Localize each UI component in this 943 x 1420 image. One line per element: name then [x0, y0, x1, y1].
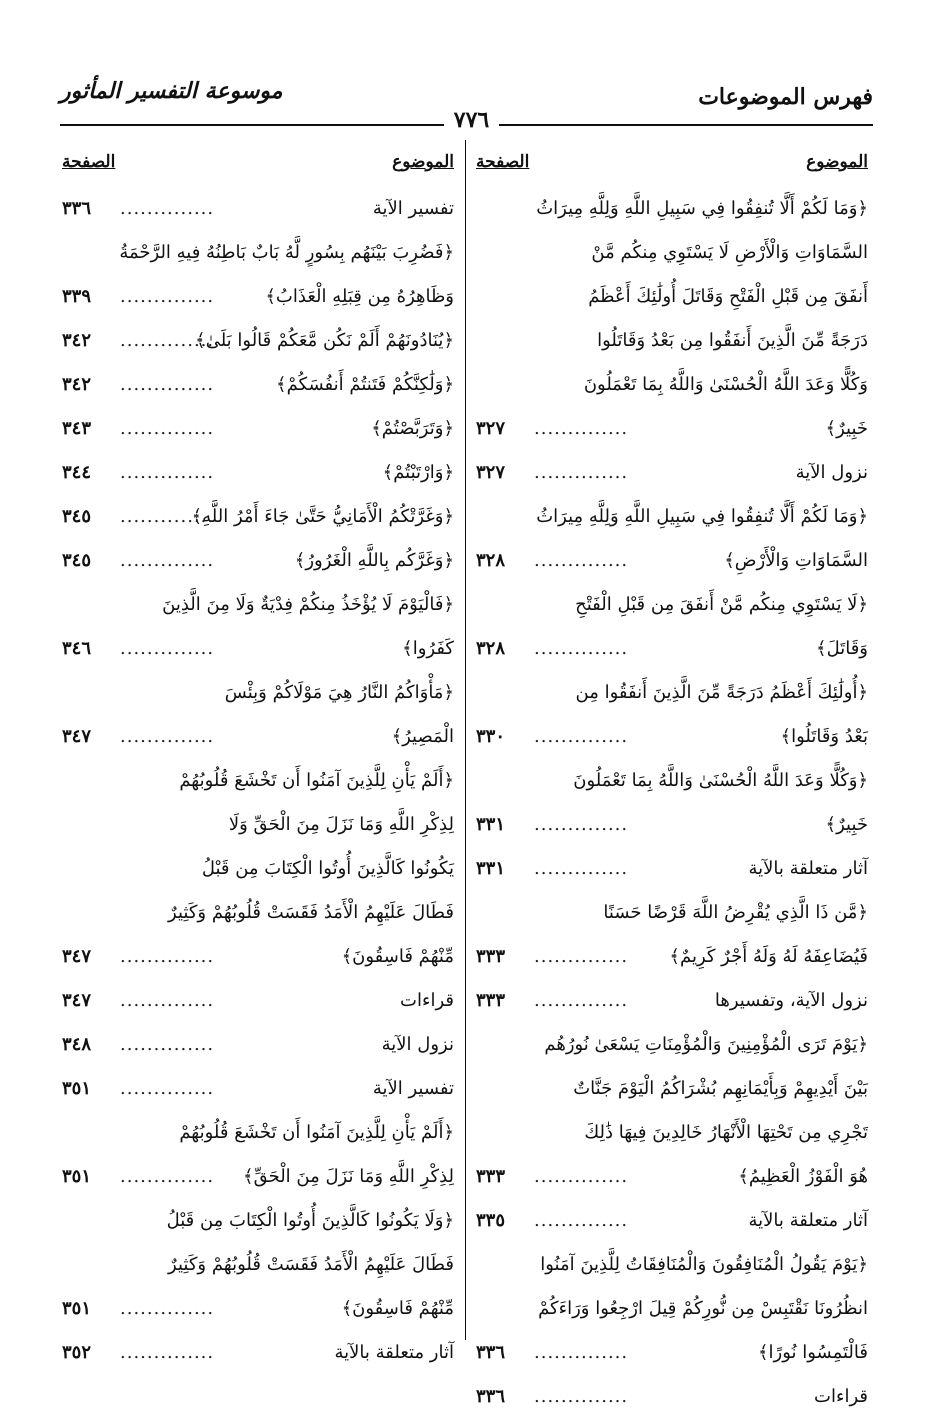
page-ref: ٣٤٢	[62, 374, 92, 395]
entry-text: وَقَاتَلَ﴾	[816, 638, 868, 659]
right-column-header	[472, 140, 872, 188]
index-row	[472, 628, 872, 672]
page-ref: ٣٥٢	[62, 1342, 92, 1363]
page-ref: ٣٤٧	[62, 990, 92, 1011]
entry-text: ﴿لَا يَسْتَوِي مِنكُم مَّنْ أَنفَقَ مِن قَبْلِ الْفَتْحِ	[575, 594, 868, 615]
entry-text: نزول الآية	[795, 462, 868, 483]
leader-dots: ..............	[534, 462, 629, 483]
entry-text: مِّنْهُمْ فَاسِقُونَ﴾	[341, 946, 454, 967]
entry-text: ﴿وَغَرَّكُم بِاللَّهِ الْغَرُورُ﴾	[294, 550, 454, 571]
entry-text: ﴿وَلَٰكِنَّكُمْ فَتَنتُمْ أَنفُسَكُمْ﴾	[276, 374, 454, 395]
leader-dots: ..............	[534, 990, 629, 1011]
leader-dots: ..............	[120, 462, 215, 483]
leader-dots: ..............	[120, 638, 215, 659]
page-ref: ٣٣٠	[476, 726, 506, 747]
index-row	[472, 760, 872, 804]
index-row	[472, 672, 872, 716]
entry-text: قراءات	[400, 990, 454, 1011]
entry-text: السَّمَاوَاتِ وَالْأَرْضِ﴾	[724, 550, 868, 571]
page-ref: ٣٢٨	[476, 550, 506, 571]
leader-dots: ..............	[120, 374, 215, 395]
index-row	[58, 848, 458, 892]
leader-dots: ..............	[120, 1166, 215, 1187]
page-ref: ٣٣٣	[476, 990, 506, 1011]
entry-text: ﴿وَغَرَّتْكُمُ الْأَمَانِيُّ حَتَّىٰ جَاءَ أَمْرُ اللَّهِ﴾	[191, 506, 454, 527]
entry-text: ﴿وَمَا لَكُمْ أَلَّا تُنفِقُوا فِي سَبِيلِ اللَّهِ وَلِلَّهِ مِيرَاثُ	[536, 198, 868, 219]
page-ref: ٣٥١	[62, 1298, 92, 1319]
index-row	[58, 892, 458, 936]
index-row	[58, 540, 458, 584]
entry-text: بَيْنَ أَيْدِيهِمْ وَبِأَيْمَانِهِم بُشْرَاكُمُ الْيَوْمَ جَنَّاتٌ	[573, 1078, 868, 1099]
leader-dots: ..............	[120, 1034, 215, 1055]
entry-text: فَطَالَ عَلَيْهِمُ الْأَمَدُ فَقَسَتْ قُلُوبُهُمْ وَكَثِيرٌ	[168, 1254, 454, 1275]
entry-text: وَظَاهِرُهُ مِن قِبَلِهِ الْعَذَابُ﴾	[265, 286, 454, 307]
entry-text: وَكُلًّا وَعَدَ اللَّهُ الْحُسْنَىٰ وَاللَّهُ بِمَا تَعْمَلُونَ	[583, 374, 868, 395]
leader-dots: ..............	[120, 330, 215, 351]
entry-text: تفسير الآية	[372, 1078, 454, 1099]
index-row	[472, 1376, 872, 1420]
entry-text: نزول الآية، وتفسيرها	[714, 990, 868, 1011]
leader-dots: ..............	[534, 550, 629, 571]
index-row	[472, 496, 872, 540]
page-number-wrap	[0, 107, 943, 133]
entry-text: ﴿فَالْيَوْمَ لَا يُؤْخَذُ مِنكُمْ فِدْيَةٌ وَلَا مِنَ الَّذِينَ	[162, 594, 454, 615]
index-row	[472, 1156, 872, 1200]
entry-text: خَبِيرٌ﴾	[825, 418, 868, 439]
leader-dots: ..............	[534, 418, 629, 439]
page-ref: ٣٣٥	[476, 1210, 506, 1231]
page-ref: ٣٤٢	[62, 330, 92, 351]
index-row	[472, 1200, 872, 1244]
index-row	[472, 1288, 872, 1332]
page-ref: ٣٢٨	[476, 638, 506, 659]
page-ref: ٣٣١	[476, 814, 506, 835]
page-ref: ٣٤٥	[62, 506, 92, 527]
leader-dots: ..............	[534, 1386, 629, 1407]
entry-text: ﴿مَأْوَاكُمُ النَّارُ هِيَ مَوْلَاكُمْ وَبِئْسَ	[224, 682, 454, 703]
entry-text: نزول الآية	[381, 1034, 454, 1055]
index-row	[472, 584, 872, 628]
page-ref: ٣٣٣	[476, 1166, 506, 1187]
index-row	[58, 672, 458, 716]
index-row	[58, 276, 458, 320]
index-row	[472, 408, 872, 452]
index-row	[472, 892, 872, 936]
page-ref: ٣٢٧	[476, 462, 506, 483]
index-row	[58, 1200, 458, 1244]
index-row	[58, 628, 458, 672]
index-row	[472, 804, 872, 848]
page-ref: ٣٤٧	[62, 726, 92, 747]
index-row	[472, 980, 872, 1024]
index-row	[58, 584, 458, 628]
page-ref: ٣٣٦	[62, 198, 92, 219]
index-row	[58, 760, 458, 804]
entry-text: فَطَالَ عَلَيْهِمُ الْأَمَدُ فَقَسَتْ قُلُوبُهُمْ وَكَثِيرٌ	[168, 902, 454, 923]
entry-text: ﴿وَتَرَبَّصْتُمْ﴾	[371, 418, 454, 439]
page-number: ٧٧٦	[444, 107, 499, 133]
page-ref: ٣٤٦	[62, 638, 92, 659]
index-row	[58, 320, 458, 364]
leader-dots: ..............	[120, 286, 215, 307]
leader-dots: ..............	[534, 726, 629, 747]
leader-dots: ..............	[120, 990, 215, 1011]
page-ref: ٣٣٣	[476, 946, 506, 967]
entry-text: ﴿أُولَٰئِكَ أَعْظَمُ دَرَجَةً مِّنَ الَّذِينَ أَنفَقُوا مِن	[575, 682, 868, 703]
index-row	[58, 188, 458, 232]
right-column	[472, 140, 872, 1420]
right-rows	[472, 188, 872, 1420]
entry-text: ﴿أَلَمْ يَأْنِ لِلَّذِينَ آمَنُوا أَن تَخْشَعَ قُلُوبُهُمْ	[179, 770, 454, 791]
index-row	[58, 1156, 458, 1200]
index-row	[472, 848, 872, 892]
page-header: الصفحة	[476, 152, 530, 172]
index-row	[58, 1288, 458, 1332]
index-row	[58, 1112, 458, 1156]
page-header: الصفحة	[62, 152, 116, 172]
page-ref: ٣٤٥	[62, 550, 92, 571]
entry-text: ﴿يَوْمَ يَقُولُ الْمُنَافِقُونَ وَالْمُنَافِقَاتُ لِلَّذِينَ آمَنُوا	[540, 1254, 868, 1275]
topic-header: الموضوع	[392, 152, 454, 172]
page-ref: ٣٤٣	[62, 418, 92, 439]
index-row	[58, 364, 458, 408]
page-ref: ٣٤٧	[62, 946, 92, 967]
index-row	[58, 496, 458, 540]
leader-dots: ..............	[534, 946, 629, 967]
entry-text: فَيُضَاعِفَهُ لَهُ وَلَهُ أَجْرٌ كَرِيمٌ﴾	[669, 946, 868, 967]
leader-dots: ..............	[120, 506, 215, 527]
leader-dots: ..............	[534, 1166, 629, 1187]
leader-dots: ..............	[120, 198, 215, 219]
index-row	[472, 716, 872, 760]
index-row	[58, 232, 458, 276]
index-row	[58, 804, 458, 848]
index-row	[472, 320, 872, 364]
topic-header: الموضوع	[806, 152, 868, 172]
entry-text: بَعْدُ وَقَاتَلُوا﴾	[780, 726, 868, 747]
index-row	[472, 936, 872, 980]
index-row	[58, 936, 458, 980]
page-ref: ٣٤٨	[62, 1034, 92, 1055]
leader-dots: ..............	[120, 550, 215, 571]
left-rows	[58, 188, 458, 1376]
entry-text: ﴿وَكُلًّا وَعَدَ اللَّهُ الْحُسْنَىٰ وَاللَّهُ بِمَا تَعْمَلُونَ	[573, 770, 868, 791]
entry-text: تفسير الآية	[372, 198, 454, 219]
index-row	[472, 1024, 872, 1068]
entry-text: قراءات	[814, 1386, 868, 1407]
entry-text: آثار متعلقة بالآية	[748, 1210, 868, 1231]
index-row	[472, 1332, 872, 1376]
index-row	[58, 1024, 458, 1068]
page-ref: ٣٣٦	[476, 1386, 506, 1407]
entry-text: كَفَرُوا﴾	[402, 638, 454, 659]
index-row	[58, 1332, 458, 1376]
left-column	[58, 140, 458, 1376]
page-ref: ٣٥١	[62, 1166, 92, 1187]
page-ref: ٣٣١	[476, 858, 506, 879]
entry-text: ﴿وَمَا لَكُمْ أَلَّا تُنفِقُوا فِي سَبِيلِ اللَّهِ وَلِلَّهِ مِيرَاثُ	[536, 506, 868, 527]
entry-text: هُوَ الْفَوْزُ الْعَظِيمُ﴾	[738, 1166, 868, 1187]
index-row	[472, 232, 872, 276]
leader-dots: ..............	[120, 726, 215, 747]
leader-dots: ..............	[534, 858, 629, 879]
leader-dots: ..............	[534, 1210, 629, 1231]
leader-dots: ..............	[534, 814, 629, 835]
index-row	[58, 408, 458, 452]
section-title: فهرس الموضوعات	[698, 84, 873, 110]
left-column-header	[58, 140, 458, 188]
entry-text: مِّنْهُمْ فَاسِقُونَ﴾	[341, 1298, 454, 1319]
entry-text: تَجْرِي مِن تَحْتِهَا الْأَنْهَارُ خَالِدِينَ فِيهَا ذَٰلِكَ	[584, 1122, 868, 1143]
index-row	[472, 452, 872, 496]
index-row	[472, 1112, 872, 1156]
index-row	[58, 452, 458, 496]
entry-text: الْمَصِيرُ﴾	[391, 726, 454, 747]
entry-text: لِذِكْرِ اللَّهِ وَمَا نَزَلَ مِنَ الْحَقِّ﴾	[243, 1166, 454, 1187]
entry-text: ﴿فَضُرِبَ بَيْنَهُم بِسُورٍ لَّهُ بَابٌ بَاطِنُهُ فِيهِ الرَّحْمَةُ	[119, 242, 454, 263]
leader-dots: ..............	[120, 1298, 215, 1319]
entry-text: يَكُونُوا كَالَّذِينَ أُوتُوا الْكِتَابَ مِن قَبْلُ	[201, 858, 454, 879]
page-ref: ٣٣٩	[62, 286, 92, 307]
entry-text: انظُرُونَا نَقْتَبِسْ مِن نُّورِكُمْ قِيلَ ارْجِعُوا وَرَاءَكُمْ	[538, 1298, 868, 1319]
page-ref: ٣٥١	[62, 1078, 92, 1099]
leader-dots: ..............	[120, 1342, 215, 1363]
index-row	[58, 980, 458, 1024]
entry-text: ﴿وَلَا يَكُونُوا كَالَّذِينَ أُوتُوا الْكِتَابَ مِن قَبْلُ	[166, 1210, 454, 1231]
entry-text: آثار متعلقة بالآية	[748, 858, 868, 879]
page-ref: ٣٤٤	[62, 462, 92, 483]
entry-text: دَرَجَةً مِّنَ الَّذِينَ أَنفَقُوا مِن بَعْدُ وَقَاتَلُوا	[597, 330, 868, 351]
entry-text: السَّمَاوَاتِ وَالْأَرْضِ لَا يَسْتَوِي مِنكُم مَّنْ	[591, 242, 868, 263]
entry-text: ﴿أَلَمْ يَأْنِ لِلَّذِينَ آمَنُوا أَن تَخْشَعَ قُلُوبُهُمْ	[179, 1122, 454, 1143]
column-divider	[465, 140, 466, 1340]
index-row	[58, 1068, 458, 1112]
leader-dots: ..............	[120, 418, 215, 439]
index-row	[58, 1244, 458, 1288]
index-row	[472, 540, 872, 584]
index-row	[58, 716, 458, 760]
entry-text: ﴿مَّن ذَا الَّذِي يُقْرِضُ اللَّهَ قَرْضًا حَسَنًا	[603, 902, 868, 923]
leader-dots: ..............	[534, 1342, 629, 1363]
entry-text: آثار متعلقة بالآية	[334, 1342, 454, 1363]
leader-dots: ..............	[120, 1078, 215, 1099]
entry-text: ﴿يَوْمَ تَرَى الْمُؤْمِنِينَ وَالْمُؤْمِنَاتِ يَسْعَىٰ نُورُهُم	[544, 1034, 868, 1055]
book-title: موسوعة التفسير المأثور	[60, 78, 283, 104]
page-ref: ٣٢٧	[476, 418, 506, 439]
index-row	[472, 364, 872, 408]
leader-dots: ..............	[120, 946, 215, 967]
index-row	[472, 188, 872, 232]
entry-text: أَنفَقَ مِن قَبْلِ الْفَتْحِ وَقَاتَلَ أُولَٰئِكَ أَعْظَمُ	[588, 286, 868, 307]
entry-text: خَبِيرٌ﴾	[825, 814, 868, 835]
entry-text: فَالْتَمِسُوا نُورًا﴾	[757, 1342, 868, 1363]
index-row	[472, 1244, 872, 1288]
page-ref: ٣٣٦	[476, 1342, 506, 1363]
index-row	[472, 276, 872, 320]
entry-text: ﴿وَارْتَبْتُمْ﴾	[382, 462, 454, 483]
entry-text: ﴿يُنَادُونَهُمْ أَلَمْ نَكُن مَّعَكُمْ قَالُوا بَلَىٰ﴾	[195, 330, 454, 351]
index-row	[472, 1068, 872, 1112]
page-header	[60, 72, 873, 112]
entry-text: لِذِكْرِ اللَّهِ وَمَا نَزَلَ مِنَ الْحَقِّ وَلَا	[228, 814, 454, 835]
leader-dots: ..............	[534, 638, 629, 659]
